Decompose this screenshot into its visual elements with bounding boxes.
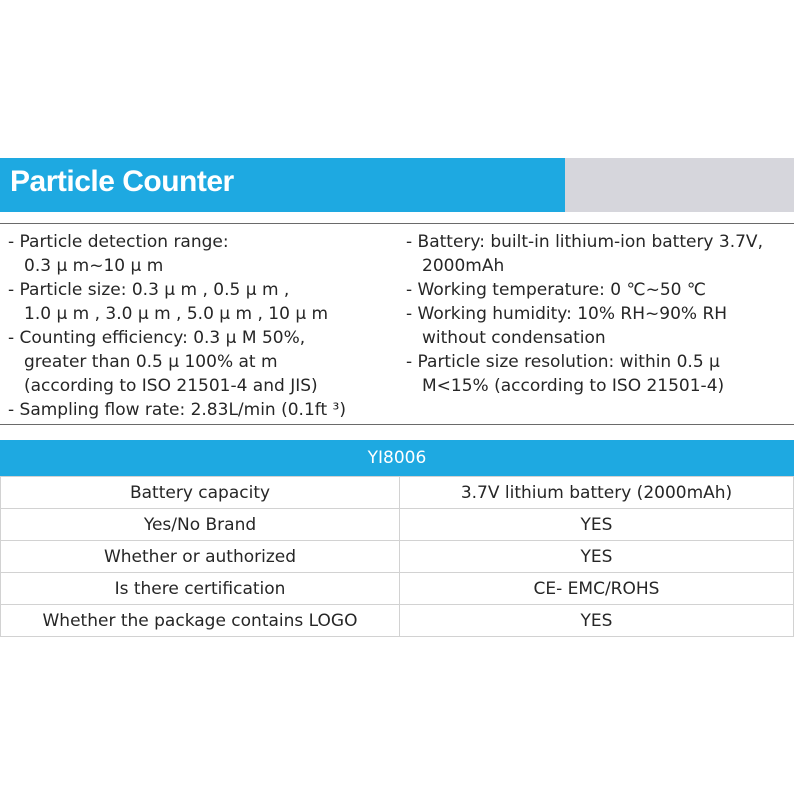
table-key: Whether or authorized bbox=[1, 541, 400, 573]
spec-item: - Particle size: 0.3 μ m , 0.5 μ m , 1.0 μ m , 3.0 μ m , 5.0 μ m , 10 μ m bbox=[8, 280, 329, 324]
table-key: Yes/No Brand bbox=[1, 509, 400, 541]
table-row bbox=[1, 605, 794, 637]
spec-item: - Working humidity: 10% RH~90% RH without condensation bbox=[406, 304, 728, 348]
table-row bbox=[1, 477, 794, 509]
table-value: YES bbox=[400, 509, 794, 541]
spec-list-left bbox=[8, 230, 400, 422]
table-key: Whether the package contains LOGO bbox=[1, 605, 400, 637]
page-title: Particle Counter bbox=[10, 165, 234, 198]
spec-list-right bbox=[406, 230, 794, 398]
table-value: 3.7V lithium battery (2000mAh) bbox=[400, 477, 794, 509]
model-header: YI8006 bbox=[0, 440, 794, 476]
table-row bbox=[1, 509, 794, 541]
table-value: CE- EMC/ROHS bbox=[400, 573, 794, 605]
table-row bbox=[1, 573, 794, 605]
table-value: YES bbox=[400, 541, 794, 573]
table-value: YES bbox=[400, 605, 794, 637]
table-key: Is there certification bbox=[1, 573, 400, 605]
spec-item: - Sampling flow rate: 2.83L/min (0.1ft ³) bbox=[8, 400, 346, 420]
title-bar-grey-block bbox=[565, 158, 794, 212]
spec-item: - Working temperature: 0 ℃~50 ℃ bbox=[406, 280, 706, 300]
spec-item: - Battery: built-in lithium-ion battery 3.7V, 2000mAh bbox=[406, 232, 763, 276]
table-key: Battery capacity bbox=[1, 477, 400, 509]
spec-item: - Particle detection range: 0.3 μ m~10 μ m bbox=[8, 232, 229, 276]
spec-table bbox=[0, 476, 794, 637]
spec-item: - Particle size resolution: within 0.5 μ M<15% (according to ISO 21501-4) bbox=[406, 352, 725, 396]
spec-item: - Counting efficiency: 0.3 μ M 50%, greater than 0.5 μ 100% at m (according to ISO 21501-4 and JIS) bbox=[8, 328, 318, 396]
table-row bbox=[1, 541, 794, 573]
